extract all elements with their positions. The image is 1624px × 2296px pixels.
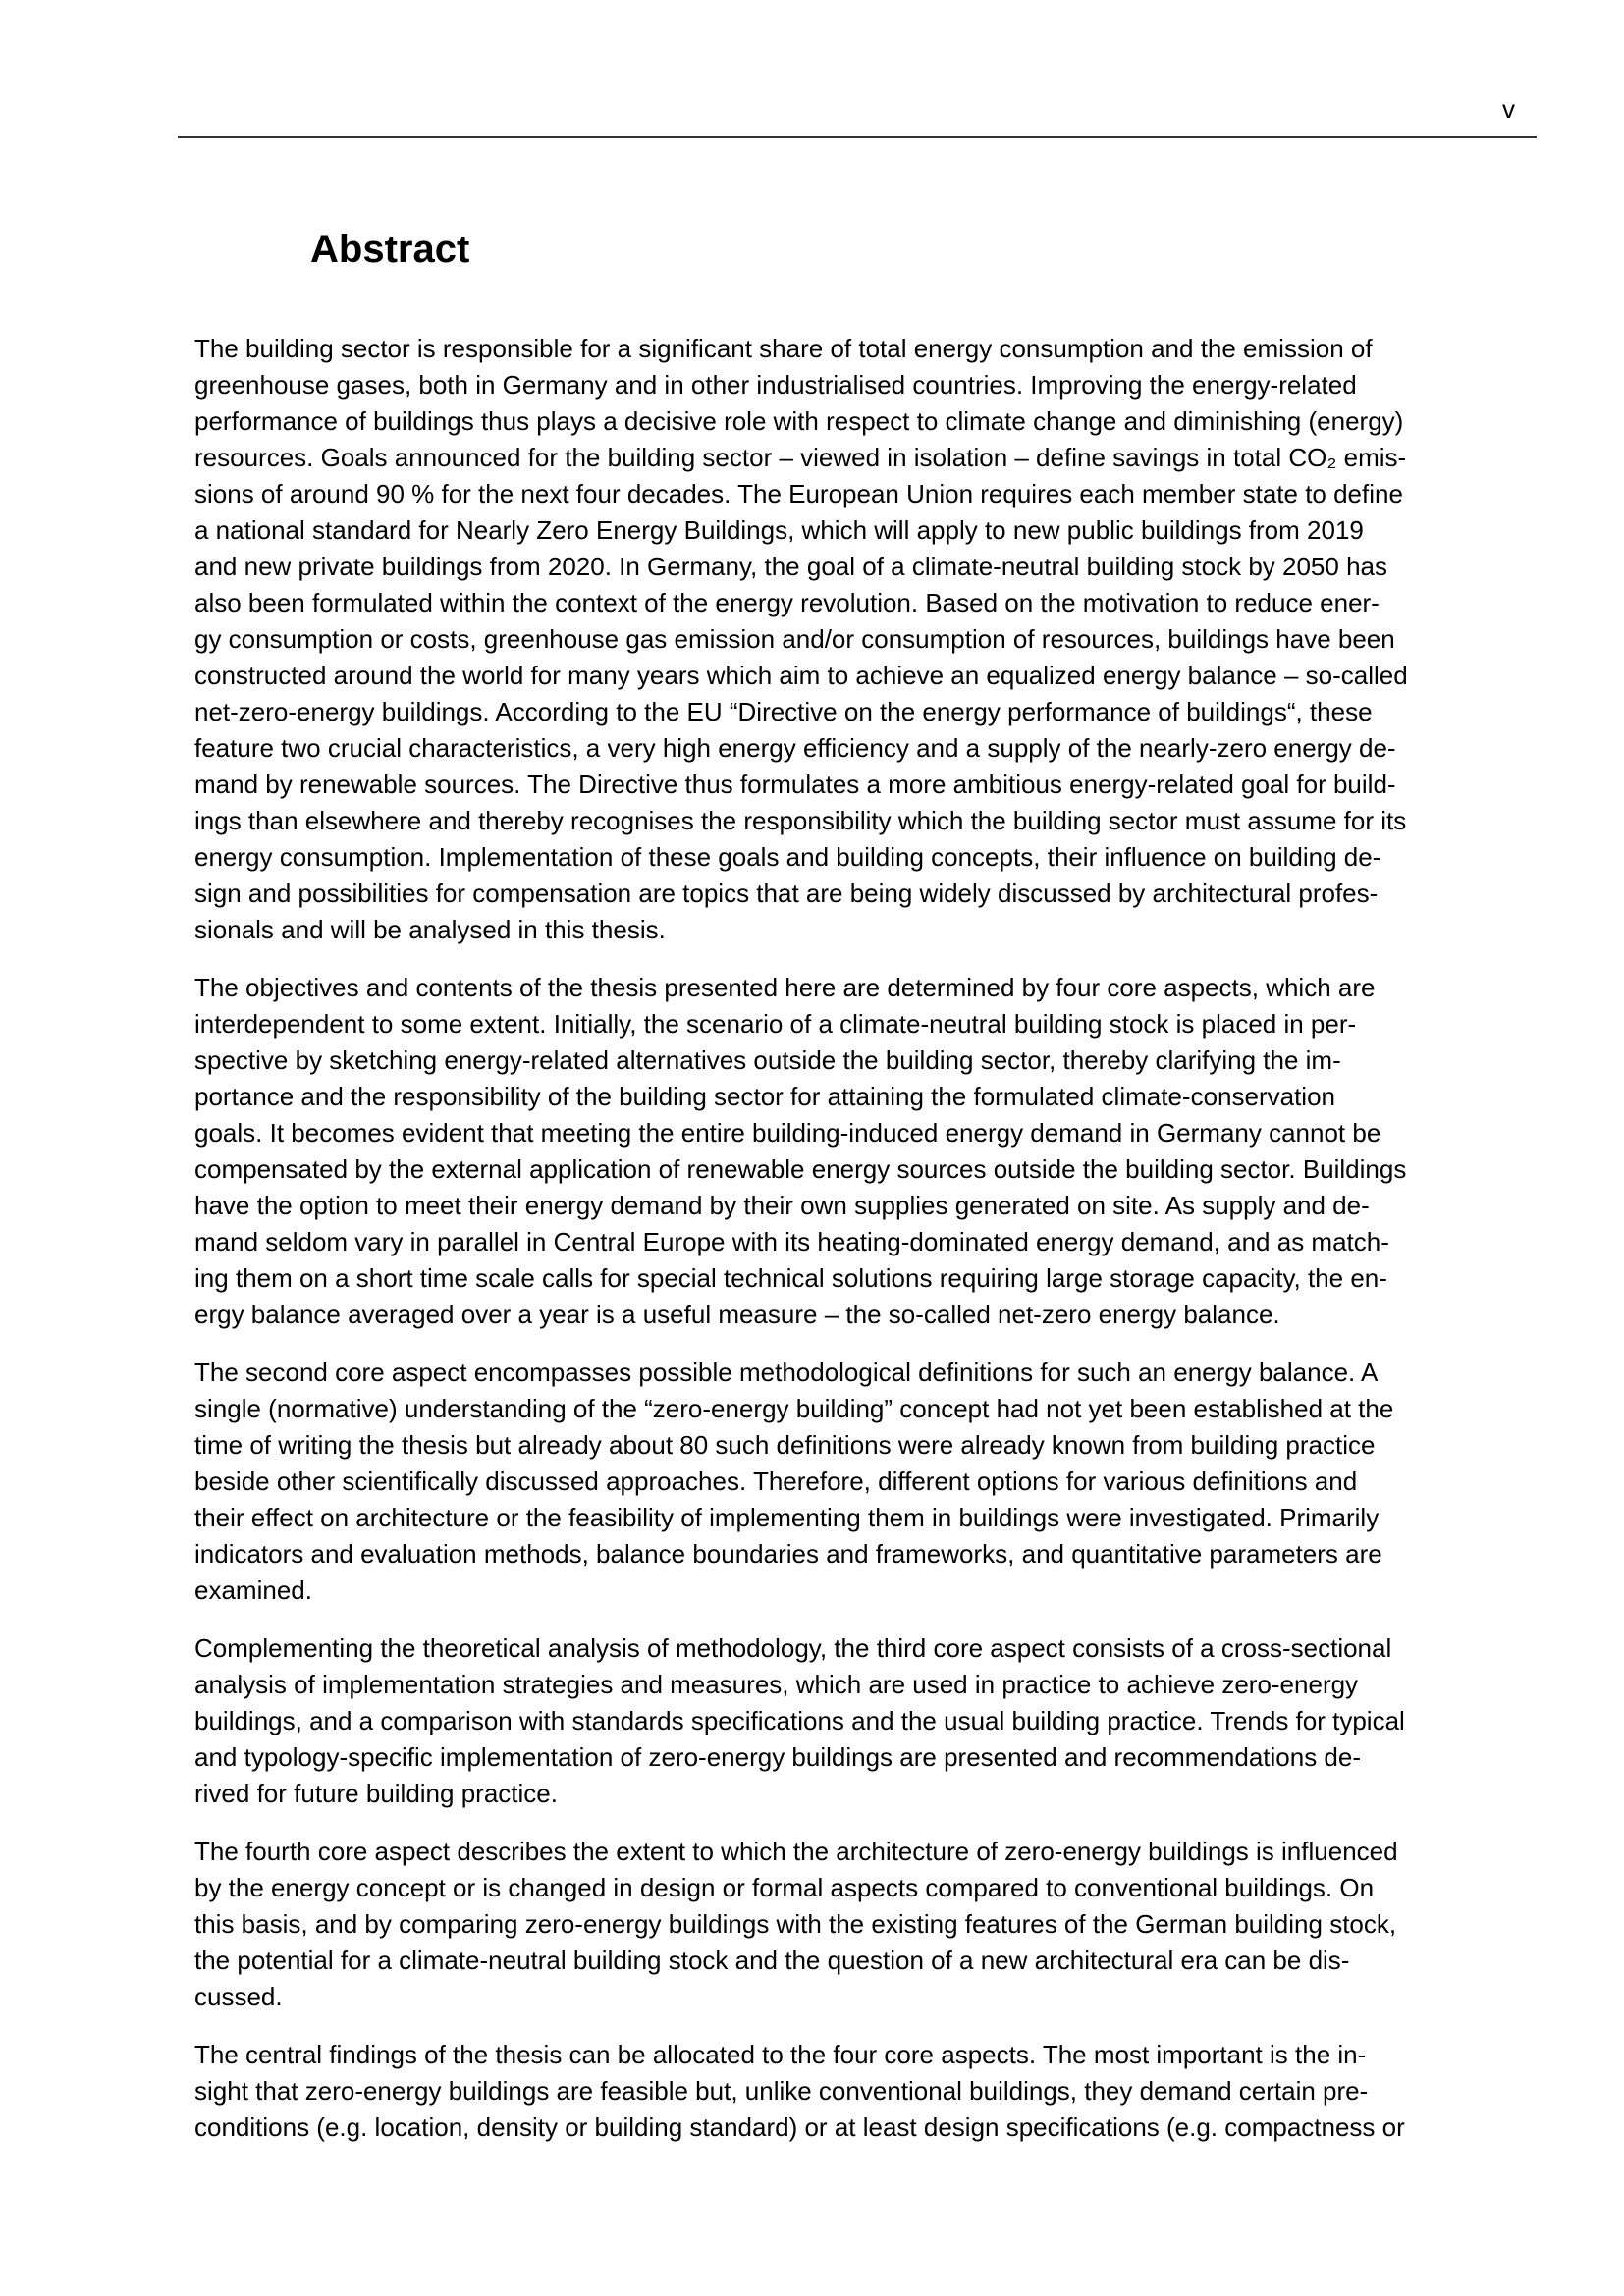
text-line: beside other scientifically discussed approaches. Therefore, different options for various definitions and — [194, 1467, 1358, 1496]
text-line: examined. — [194, 1575, 312, 1605]
text-line: greenhouse gases, both in Germany and in other industrialised countries. Improving the energy-related — [194, 370, 1357, 400]
text-line: The second core aspect encompasses possible methodological definitions for such an energy balance. A — [194, 1358, 1379, 1387]
paragraph — [194, 1834, 1530, 2015]
text-line: ings than elsewhere and thereby recognises the responsibility which the building sector must assume for its — [194, 806, 1407, 835]
text-line: goals. It becomes evident that meeting the entire building-induced energy demand in Germany cannot be — [194, 1118, 1381, 1148]
text-line: The central findings of the thesis can be allocated to the four core aspects. The most important is the in- — [194, 2040, 1367, 2069]
text-line: the potential for a climate-neutral building stock and the question of a new architectural era can be dis- — [194, 1946, 1350, 1975]
text-line: mand by renewable sources. The Directive thus formulates a more ambitious energy-related goal for build- — [194, 770, 1396, 799]
text-line: mand seldom vary in parallel in Central Europe with its heating-dominated energy demand, and as match- — [194, 1227, 1389, 1256]
text-line: and new private buildings from 2020. In Germany, the goal of a climate-neutral building stock by 2050 has — [194, 552, 1387, 581]
text-line: a national standard for Nearly Zero Energy Buildings, which will apply to new public buildings from 2019 — [194, 515, 1364, 545]
text-line: compensated by the external application of renewable energy sources outside the building sector. Buildings — [194, 1154, 1407, 1184]
text-line: sight that zero-energy buildings are feasible but, unlike conventional buildings, they demand certain pre- — [194, 2076, 1369, 2106]
paragraph — [194, 331, 1530, 948]
text-line: resources. Goals announced for the building sector – viewed in isolation – define savings in total CO₂ emis- — [194, 443, 1407, 472]
text-line: analysis of implementation strategies and measures, which are used in practice to achieve zero-energy — [194, 1670, 1359, 1699]
text-line: single (normative) understanding of the “zero-energy building” concept had not yet been established at the — [194, 1394, 1394, 1423]
text-line: Complementing the theoretical analysis of methodology, the third core aspect consists of a cross-sectional — [194, 1633, 1392, 1663]
abstract-body — [194, 331, 1530, 2167]
text-line: buildings, and a comparison with standards specifications and the usual building practice. Trends for typical — [194, 1706, 1405, 1735]
text-line: indicators and evaluation methods, balance boundaries and frameworks, and quantitative parameters are — [194, 1539, 1382, 1569]
text-line: by the energy concept or is changed in design or formal aspects compared to conventional buildings. On — [194, 1873, 1375, 1902]
text-line: The building sector is responsible for a significant share of total energy consumption and the emission of — [194, 334, 1373, 363]
text-line: have the option to meet their energy demand by their own supplies generated on site. As supply and de- — [194, 1191, 1370, 1220]
text-line: gy consumption or costs, greenhouse gas emission and/or consumption of resources, buildings have been — [194, 624, 1395, 654]
text-line: also been formulated within the context of the energy revolution. Based on the motivation to reduce ener- — [194, 588, 1380, 617]
text-line: ergy balance averaged over a year is a useful measure – the so-called net-zero energy balance. — [194, 1300, 1280, 1329]
text-line: sign and possibilities for compensation are topics that are being widely discussed by architectural profes- — [194, 879, 1379, 908]
text-line: cussed. — [194, 1982, 283, 2011]
text-line: constructed around the world for many years which aim to achieve an equalized energy balance – so-called — [194, 661, 1408, 690]
text-line: The fourth core aspect describes the extent to which the architecture of zero-energy buildings is influenced — [194, 1837, 1398, 1866]
text-line: spective by sketching energy-related alternatives outside the building sector, thereby clarifying the im- — [194, 1045, 1341, 1075]
paragraph — [194, 970, 1530, 1333]
text-line: this basis, and by comparing zero-energy buildings with the existing features of the German building stock, — [194, 1909, 1397, 1939]
text-line: sions of around 90 % for the next four decades. The European Union requires each member state to define — [194, 479, 1403, 508]
paragraph — [194, 1630, 1530, 1812]
text-line: sionals and will be analysed in this thesis. — [194, 915, 666, 944]
text-line: conditions (e.g. location, density or building standard) or at least design specifications (e.g. compactness or — [194, 2112, 1405, 2142]
text-line: performance of buildings thus plays a decisive role with respect to climate change and diminishing (energy) — [194, 406, 1404, 436]
paragraph — [194, 2037, 1530, 2146]
text-line: portance and the responsibility of the building sector for attaining the formulated climate-conservation — [194, 1082, 1335, 1111]
text-line: energy consumption. Implementation of these goals and building concepts, their influence on building de- — [194, 842, 1381, 872]
header-rule — [178, 136, 1537, 138]
text-line: rived for future building practice. — [194, 1779, 558, 1808]
text-line: ing them on a short time scale calls for special technical solutions requiring large storage capacity, the en- — [194, 1263, 1387, 1293]
text-line: interdependent to some extent. Initially, the scenario of a climate-neutral building stock is placed in per- — [194, 1009, 1357, 1039]
text-line: their effect on architecture or the feasibility of implementing them in buildings were investigated. Primarily — [194, 1503, 1380, 1532]
paragraph — [194, 1355, 1530, 1609]
text-line: The objectives and contents of the thesis presented here are determined by four core aspects, which are — [194, 973, 1376, 1002]
text-line: time of writing the thesis but already about 80 such definitions were already known from building practice — [194, 1430, 1376, 1460]
text-line: feature two crucial characteristics, a very high energy efficiency and a supply of the nearly-zero energy de- — [194, 733, 1396, 763]
text-line: and typology-specific implementation of zero-energy buildings are presented and recommendations de- — [194, 1742, 1362, 1772]
page-number: v — [1502, 94, 1515, 124]
text-line: net-zero-energy buildings. According to the EU “Directive on the energy performance of buildings“, these — [194, 697, 1373, 726]
section-title: Abstract — [310, 228, 470, 271]
